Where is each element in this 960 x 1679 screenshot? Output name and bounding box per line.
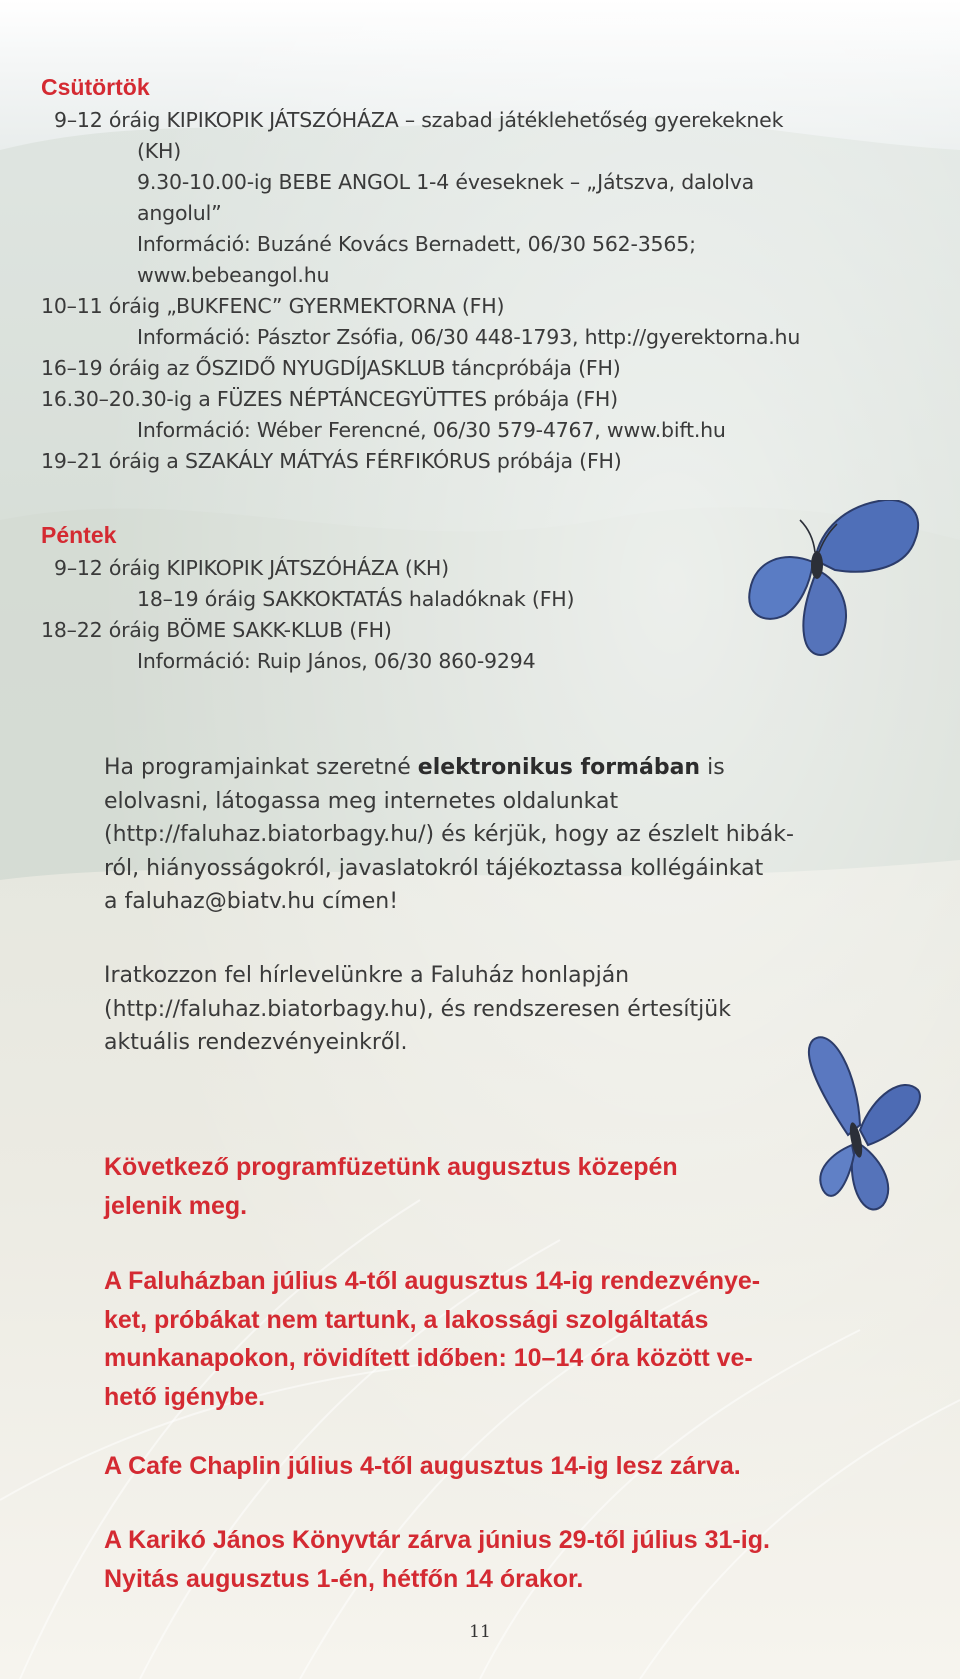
friday-line: 18–19 óráig SAKKOKTATÁS haladóknak (FH) (137, 587, 575, 611)
page-number: 11 (469, 1622, 491, 1642)
online-info-line: ról, hiányosságokról, javaslatokról tájékoztassa kollégáinkat (104, 855, 764, 881)
thursday-line: 16–19 óráig az ŐSZIDŐ NYUGDÍJASKLUB táncpróbája (FH) (41, 356, 621, 380)
notice-line: Következő programfüzetünk augusztus közepén (104, 1153, 678, 1181)
online-info-paragraph (104, 751, 894, 919)
online-info-text: Ha programjainkat szeretné (104, 755, 418, 780)
thursday-line: Információ: Wéber Ferencné, 06/30 579-4767, www.bift.hu (137, 418, 726, 442)
thursday-line: Információ: Pásztor Zsófia, 06/30 448-1793, http://gyerektorna.hu (137, 325, 801, 349)
next-booklet-notice (104, 1148, 904, 1225)
notice-line: munkanapokon, rövidített időben: 10–14 óra között ve- (104, 1344, 753, 1372)
newsletter-line: aktuális rendezvényeinkről. (104, 1030, 408, 1055)
notice-line: hető igénybe. (104, 1382, 266, 1411)
thursday-line: 10–11 óráig „BUKFENC” GYERMEKTORNA (FH) (41, 294, 505, 318)
online-info-line: (http://faluhaz.biatorbagy.hu/) és kérjük, hogy az észlelt hibák- (104, 822, 794, 847)
thursday-line: 9.30-10.00-ig BEBE ANGOL 1-4 éveseknek – „Játszva, dalolva (137, 170, 755, 194)
thursday-line: 16.30–20.30-ig a FÜZES NÉPTÁNCEGYÜTTES próbája (FH) (41, 387, 618, 411)
thursday-line: 19–21 óráig a SZAKÁLY MÁTYÁS FÉRFIKÓRUS próbája (FH) (41, 449, 622, 473)
notice-line: ket, próbákat nem tartunk, a lakossági szolgáltatás (104, 1305, 709, 1334)
thursday-line: (KH) (137, 139, 182, 163)
friday-line: Információ: Ruip János, 06/30 860-9294 (137, 649, 536, 673)
notice-line: jelenik meg. (104, 1191, 248, 1220)
thursday-line: angolul” (137, 201, 222, 225)
online-info-line: elolvasni, látogassa meg internetes oldalunkat (104, 788, 619, 814)
thursday-line: Információ: Buzáné Kovács Bernadett, 06/30 562-3565; (137, 232, 696, 256)
thursday-heading: Csütörtök (41, 74, 150, 100)
newsletter-line: Iratkozzon fel hírlevelünkre a Faluház honlapján (104, 963, 630, 988)
friday-line: 18–22 óráig BÖME SAKK-KLUB (FH) (41, 618, 392, 642)
library-closed-notice (104, 1521, 904, 1598)
online-info-line (104, 751, 894, 785)
newsletter-line: (http://faluhaz.biatorbagy.hu), és rendszeresen értesítjük (104, 996, 731, 1022)
thursday-line: 9–12 óráig KIPIKOPIK JÁTSZÓHÁZA – szabad játéklehetőség gyerekeknek (54, 108, 784, 132)
online-info-emphasis: elektronikus formában (417, 755, 701, 780)
cafe-closed-notice (104, 1447, 904, 1486)
newsletter-paragraph (104, 959, 894, 1060)
online-info-line: a faluhaz@biatv.hu címen! (104, 889, 399, 914)
friday-line: 9–12 óráig KIPIKOPIK JÁTSZÓHÁZA (KH) (54, 556, 449, 580)
thursday-line: www.bebeangol.hu (137, 263, 330, 287)
notice-line: A Faluházban július 4-től augusztus 14-ig rendezvénye- (104, 1267, 761, 1295)
notice-line: A Cafe Chaplin július 4-től augusztus 14-ig lesz zárva. (104, 1452, 741, 1480)
faluhaz-closed-notice (104, 1262, 904, 1416)
online-info-text: is (700, 755, 725, 780)
notice-line: A Karikó János Könyvtár zárva június 29-től július 31-ig. (104, 1526, 770, 1554)
notice-line: Nyitás augusztus 1-én, hétfőn 14 órakor. (104, 1564, 584, 1593)
friday-heading: Péntek (41, 522, 117, 548)
